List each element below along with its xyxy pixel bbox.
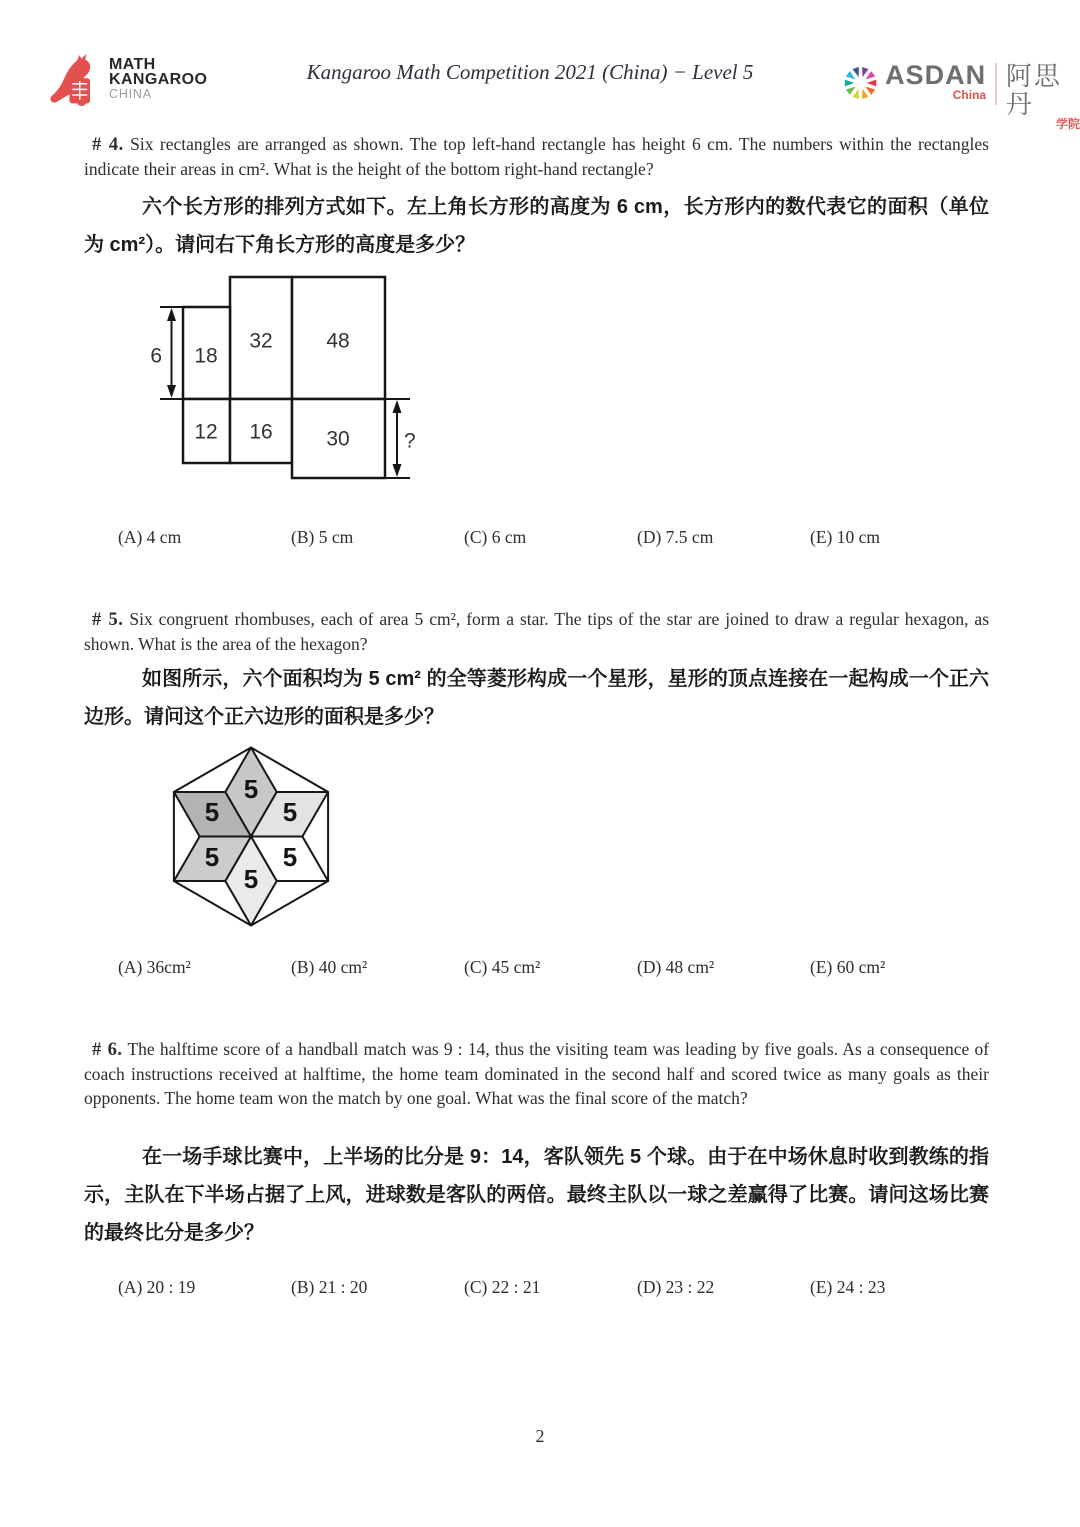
p6-option-a: (A) 20 : 19: [118, 1277, 196, 1297]
arrowhead-down-right: [393, 464, 402, 477]
p4-english-paragraph: [84, 132, 989, 181]
mk-logo-china: CHINA: [109, 87, 152, 101]
p4-number: # 4.: [92, 135, 124, 155]
asdan-divider: [995, 63, 997, 105]
asdan-pinwheel-icon: [842, 62, 879, 104]
star-value-lower-right: 5: [282, 842, 298, 872]
p4-option-c: (C) 6 cm: [464, 527, 527, 547]
asdan-china-label: China: [952, 88, 987, 102]
star-value-top: 5: [243, 774, 259, 804]
mk-logo-math: MATH: [109, 56, 156, 73]
asdan-chinese-block: [1006, 62, 1080, 131]
star-value-upper-left: 5: [204, 797, 220, 827]
arrowhead-up-left: [167, 308, 176, 321]
star-value-lower-left: 5: [204, 842, 220, 872]
p4-options: [118, 527, 880, 548]
star-value-upper-right: 5: [282, 797, 298, 827]
p5-option-e: (E) 60 cm²: [810, 957, 886, 977]
arrowhead-up-right: [393, 400, 402, 413]
mk-logo-kangaroo: KANGAROO: [109, 71, 208, 88]
p5-option-c: (C) 45 cm²: [464, 957, 541, 977]
p6-option-c: (C) 22 : 21: [464, 1277, 541, 1297]
p4-english-text: Six rectangles are arranged as shown. The top left-hand rectangle has height 6 cm. The numbers within the rectangles indicate their areas in cm². What is the height of the bottom right-hand rectangle?: [84, 134, 989, 179]
p4-option-a: (A) 4 cm: [118, 527, 182, 547]
area-label-12: 12: [194, 420, 218, 444]
p6-option-b: (B) 21 : 20: [291, 1277, 368, 1297]
p6-option-d: (D) 23 : 22: [637, 1277, 715, 1297]
p5-option-b: (B) 40 cm²: [291, 957, 368, 977]
p4-option-b: (B) 5 cm: [291, 527, 354, 547]
p5-chinese-paragraph: 如图所示，六个面积均为 5 cm² 的全等菱形构成一个星形，星形的顶点连接在一起构成一个正六边形。请问这个正六边形的面积是多少？: [84, 668, 989, 728]
p5-number: # 5.: [92, 610, 124, 630]
area-label-30: 30: [326, 427, 350, 451]
asdan-academy-label: 学院: [1055, 117, 1080, 131]
star-value-bottom: 5: [243, 864, 259, 894]
arrowhead-down-left: [167, 385, 176, 398]
p6-number: # 6.: [92, 1040, 123, 1060]
height-6-label: 6: [150, 344, 162, 368]
p6-english-paragraph: [84, 1037, 989, 1110]
p6-english-text: The halftime score of a handball match was 9 : 14, thus the visiting team was leading by five goals. As a consequence of coach instructions received at halftime, the home team dominated in the second half and scored twice as many goals as their opponents. The home team won the match by one goal. What was the final score of the match?: [84, 1039, 990, 1108]
p4-option-e: (E) 10 cm: [810, 527, 880, 547]
asdan-wordmark-block: [885, 62, 986, 102]
p5-option-a: (A) 36cm²: [118, 957, 191, 977]
p5-english-paragraph: [84, 607, 989, 656]
p6-option-e: (E) 24 : 23: [810, 1277, 886, 1297]
p5-english-text: Six congruent rhombuses, each of area 5 cm², form a star. The tips of the star are joined to draw a regular hexagon, as shown. What is the area of the hexagon?: [84, 609, 990, 654]
p5-hexagon-star-diagram: [150, 735, 360, 935]
asdan-chinese-name: 阿思丹: [1005, 61, 1062, 119]
document-title: Kangaroo Math Competition 2021 (China) − Level 5: [306, 60, 754, 84]
area-label-16: 16: [249, 420, 273, 444]
area-label-32: 32: [249, 329, 273, 353]
p4-chinese-paragraph: 六个长方形的排列方式如下。左上角长方形的高度为 6 cm，长方形内的数代表它的面积（单位为 cm²）。请问右下角长方形的高度是多少？: [84, 196, 989, 256]
p6-options: [118, 1277, 885, 1298]
asdan-wordmark: ASDAN: [885, 60, 987, 90]
unknown-height-label: ?: [404, 429, 416, 453]
p5-option-d: (D) 48 cm²: [637, 957, 715, 977]
area-label-48: 48: [326, 329, 350, 353]
page-number: 2: [535, 1426, 545, 1446]
p6-chinese-paragraph: 在一场手球比赛中，上半场的比分是 9：14，客队领先 5 个球。由于在中场休息时收到教练的指示，主队在下半场占据了上风，进球数是客队的两倍。最终主队以一球之差赢得了比赛。请问这场比赛的最终比分是多少？: [84, 1146, 989, 1244]
p4-option-d: (D) 7.5 cm: [637, 527, 714, 547]
p5-options: [118, 957, 885, 978]
p4-rectangles-diagram: [140, 264, 450, 509]
asdan-logo: [842, 62, 1080, 131]
area-label-18: 18: [194, 344, 218, 368]
